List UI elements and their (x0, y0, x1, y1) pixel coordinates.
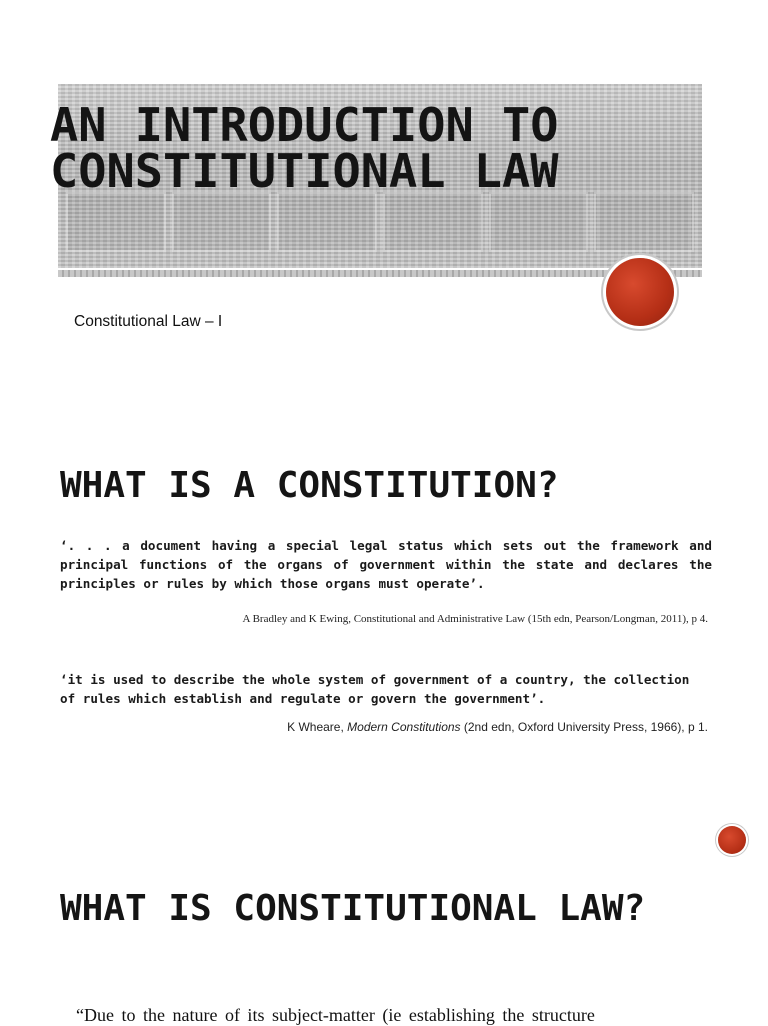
decorative-circle-icon (718, 826, 746, 854)
body-text: “Due to the nature of its subject-matter (ie establishing the structure (76, 1005, 595, 1025)
banner-bottom-strip (58, 270, 702, 277)
quote-bradley-ewing: ‘. . . a document having a special legal status which sets out the framework and principal functions of the organs of government within the state and declares the principles or rules by which those organs must operate’. (60, 538, 712, 591)
citation-wheare-title: Modern Constitutions (347, 720, 461, 734)
slide-what-is-a-constitution (0, 408, 768, 824)
section-heading: WHAT IS A CONSTITUTION? (60, 465, 559, 506)
quote-wheare: ‘it is used to describe the whole system of government of a country, the collection of rules which establish and regulate or govern the government’. (60, 672, 690, 706)
slide-title-line-1: AN INTRODUCTION TO (50, 98, 559, 152)
citation-wheare-rest: (2nd edn, Oxford University Press, 1966), p 1. (460, 720, 708, 734)
section-heading: WHAT IS CONSTITUTIONAL LAW? (60, 888, 646, 929)
citation-bradley-ewing: A Bradley and K Ewing, Constitutional and Administrative Law (15th edn, Pearson/Longman, 2011), p 4. (242, 613, 708, 625)
slide-title (0, 0, 768, 408)
decorative-circle-icon (606, 258, 674, 326)
citation-wheare (287, 720, 708, 734)
slide-subtitle: Constitutional Law – I (74, 313, 223, 330)
slide-title-line-2: CONSTITUTIONAL LAW (50, 144, 559, 198)
slide-what-is-constitutional-law (0, 824, 768, 1024)
citation-wheare-author: K Wheare, (287, 720, 348, 734)
banner-texture (58, 192, 702, 252)
